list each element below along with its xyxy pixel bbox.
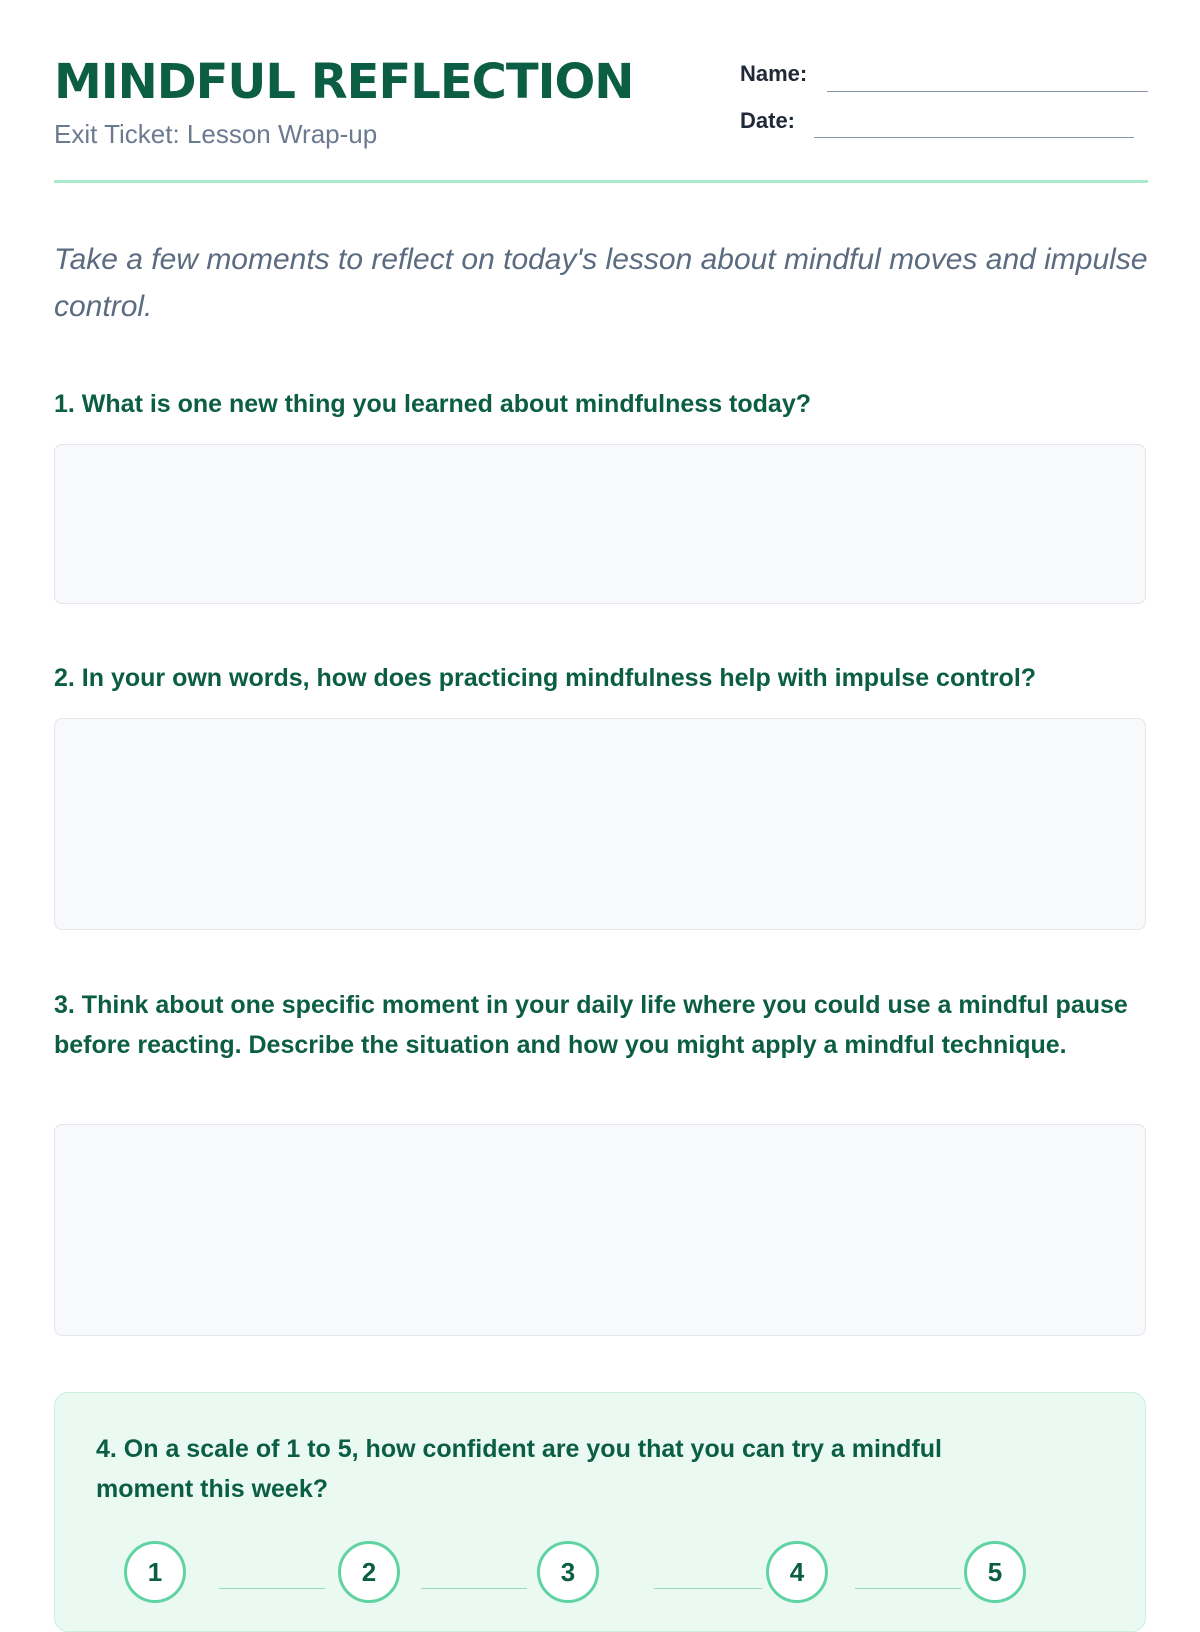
scale-separator: [855, 1588, 961, 1589]
question-4-text: 4. On a scale of 1 to 5, how confident are you that you can try a mindful moment this week?: [96, 1435, 942, 1503]
name-field[interactable]: [827, 91, 1148, 92]
question-1-text: 1. What is one new thing you learned about mindfulness today?: [54, 390, 812, 418]
question-1-answer-box[interactable]: [54, 444, 1146, 604]
page-title: MINDFUL REFLECTION: [54, 54, 634, 110]
scale-option-1[interactable]: 1: [124, 1541, 186, 1603]
scale-option-3[interactable]: 3: [537, 1541, 599, 1603]
exit-ticket-page: [54, 0, 1148, 1600]
name-label: Name:: [740, 61, 808, 86]
confidence-panel: [54, 1392, 1146, 1632]
question-3-answer-box[interactable]: [54, 1124, 1146, 1336]
question-3-text: 3. Think about one specific moment in your daily life where you could use a mindful pause before reacting. Describe the situation and how you might apply a mindful technique.: [54, 991, 1128, 1059]
date-field[interactable]: [814, 137, 1134, 138]
question-2-answer-box[interactable]: [54, 718, 1146, 930]
scale-separator: [654, 1588, 762, 1589]
header-divider: [54, 180, 1148, 183]
scale-option-4[interactable]: 4: [766, 1541, 828, 1603]
scale-option-2[interactable]: 2: [338, 1541, 400, 1603]
scale-option-5[interactable]: 5: [964, 1541, 1026, 1603]
date-label: Date:: [740, 108, 796, 133]
scale-separator: [421, 1588, 527, 1589]
scale-separator: [219, 1588, 325, 1589]
intro-instructions: Take a few moments to reflect on today's lesson about mindful moves and impulse control.: [54, 243, 1148, 323]
question-2-text: 2. In your own words, how does practicing mindfulness help with impulse control?: [54, 664, 1037, 692]
page-subtitle: Exit Ticket: Lesson Wrap-up: [54, 119, 378, 149]
